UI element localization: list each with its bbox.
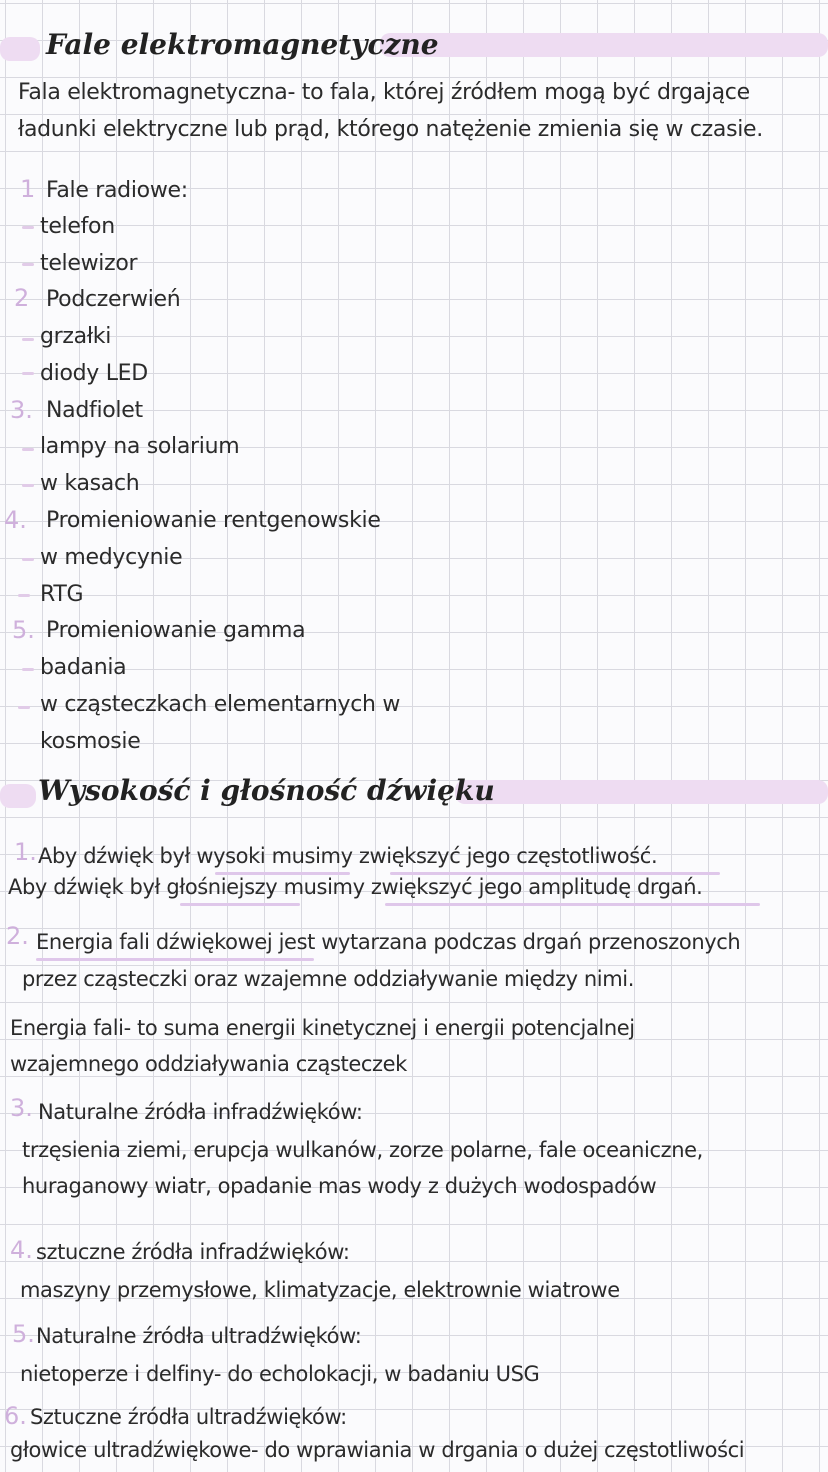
paragraph-line: huraganowy wiatr, opadanie mas wody z dużych wodospadów <box>22 1174 657 1198</box>
list-number: 4. <box>4 506 27 534</box>
list-heading: Fale radiowe: <box>46 178 188 203</box>
list-number: 3. <box>10 1094 33 1122</box>
list-item: w medycynie <box>40 545 183 570</box>
paragraph-line: Energia fali dźwiękowej jest wytarzana podczas drgań przenoszonych <box>36 930 741 954</box>
title-highlight-left <box>0 784 36 808</box>
underline-mark <box>385 903 760 906</box>
list-item: diody LED <box>40 361 148 386</box>
list-item: w cząsteczkach elementarnych w <box>40 692 401 717</box>
bullet-dash <box>22 448 34 451</box>
list-number: 5. <box>12 1320 35 1348</box>
list-item: lampy na solarium <box>40 434 240 459</box>
paragraph-line: głowice ultradźwiękowe- do wprawiania w drgania o dużej częstotliwości <box>10 1438 745 1462</box>
paragraph-heading: Naturalne źródła ultradźwięków: <box>36 1324 362 1348</box>
bullet-dash <box>18 594 30 597</box>
list-item: grzałki <box>40 324 112 349</box>
paragraph-heading: sztuczne źródła infradźwięków: <box>36 1240 350 1264</box>
list-number: 5. <box>12 616 35 644</box>
definition-line-1: Fala elektromagnetyczna- to fala, której źródłem mogą być drgające <box>18 80 750 105</box>
definition-line-2: ładunki elektryczne lub prąd, którego natężenie zmienia się w czasie. <box>18 117 763 142</box>
bullet-dash <box>22 226 34 229</box>
bullet-dash <box>18 706 30 709</box>
definition-line-2: wzajemnego oddziaływania cząsteczek <box>10 1052 407 1076</box>
list-number: 6. <box>4 1402 27 1430</box>
paragraph-line: trzęsienia ziemi, erupcja wulkanów, zorze polarne, fale oceaniczne, <box>22 1138 703 1162</box>
list-number: 1. <box>14 838 37 866</box>
list-heading: Nadfiolet <box>46 398 143 423</box>
paragraph-line: nietoperze i delfiny- do echolokacji, w badaniu USG <box>20 1362 540 1386</box>
list-item: badania <box>40 655 127 680</box>
list-item: telewizor <box>40 251 138 276</box>
bullet-dash <box>22 338 34 341</box>
list-heading: Promieniowanie gamma <box>46 618 306 643</box>
paragraph-line: Aby dźwięk był wysoki musimy zwiększyć jego częstotliwość. <box>38 844 658 868</box>
paragraph-line: maszyny przemysłowe, klimatyzacje, elektrownie wiatrowe <box>20 1278 620 1302</box>
underline-mark <box>180 903 300 906</box>
list-item: w kasach <box>40 471 140 496</box>
underline-mark <box>36 958 314 961</box>
title-highlight-right <box>380 33 828 57</box>
bullet-dash <box>22 558 34 561</box>
list-item: RTG <box>40 582 84 607</box>
title-highlight-left <box>0 37 40 61</box>
paragraph-heading: Naturalne źródła infradźwięków: <box>38 1100 363 1124</box>
list-number: 4. <box>10 1236 33 1264</box>
list-item-continued: kosmosie <box>40 729 141 754</box>
list-heading: Podczerwień <box>46 287 181 312</box>
paragraph-heading: Sztuczne źródła ultradźwięków: <box>30 1405 347 1429</box>
paragraph-line: Aby dźwięk był głośniejszy musimy zwiększyć jego amplitudę drgań. <box>8 875 703 899</box>
paragraph-line: przez cząsteczki oraz wzajemne oddziaływanie między nimi. <box>22 967 634 991</box>
bullet-dash <box>22 668 34 671</box>
bullet-dash <box>22 484 34 487</box>
list-heading: Promieniowanie rentgenowskie <box>46 508 381 533</box>
definition-line-1: Energia fali- to suma energii kinetycznej i energii potencjalnej <box>10 1016 635 1040</box>
section-title: Fale elektromagnetyczne <box>46 28 439 61</box>
list-number: 2. <box>6 922 29 950</box>
list-item: telefon <box>40 214 115 239</box>
list-number: 3. <box>10 396 33 424</box>
list-number: 2 <box>14 284 30 312</box>
title-highlight-right <box>455 780 828 804</box>
bullet-dash <box>22 263 34 266</box>
section-title: Wysokość i głośność dźwięku <box>38 774 495 807</box>
list-number: 1 <box>20 175 36 203</box>
bullet-dash <box>22 372 34 375</box>
